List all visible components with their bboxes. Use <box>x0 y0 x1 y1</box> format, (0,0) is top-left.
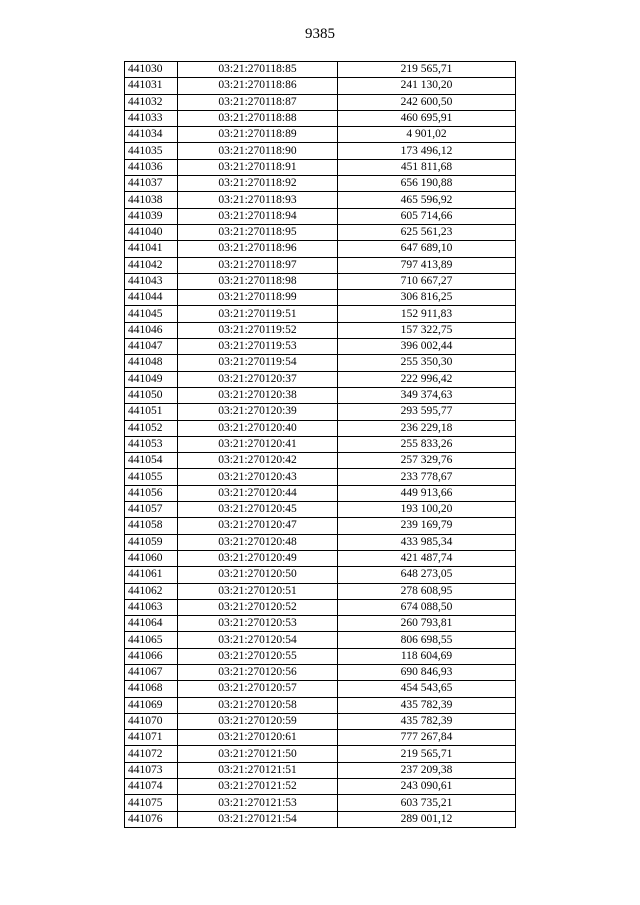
cadastral-number-cell: 03:21:270120:40 <box>178 420 338 436</box>
cadastral-number-cell: 03:21:270120:49 <box>178 550 338 566</box>
table-row <box>125 143 516 159</box>
cadastral-number-cell: 03:21:270118:85 <box>178 62 338 78</box>
cadastral-value-cell: 173 496,12 <box>338 143 516 159</box>
cadastral-value-cell: 647 689,10 <box>338 241 516 257</box>
page-number: 9385 <box>305 26 335 42</box>
row-number-cell: 441033 <box>125 110 178 126</box>
cadastral-value-cell: 605 714,66 <box>338 208 516 224</box>
cadastral-number-cell: 03:21:270118:92 <box>178 176 338 192</box>
cadastral-number-cell: 03:21:270120:56 <box>178 664 338 680</box>
row-number-cell: 441065 <box>125 632 178 648</box>
cadastral-number-cell: 03:21:270120:45 <box>178 502 338 518</box>
cadastral-value-cell: 4 901,02 <box>338 127 516 143</box>
table-row <box>125 697 516 713</box>
row-number-cell: 441047 <box>125 339 178 355</box>
cadastral-value-cell: 690 846,93 <box>338 664 516 680</box>
cadastral-number-cell: 03:21:270118:97 <box>178 257 338 273</box>
row-number-cell: 441044 <box>125 290 178 306</box>
row-number-cell: 441041 <box>125 241 178 257</box>
row-number-cell: 441053 <box>125 436 178 452</box>
table-row <box>125 436 516 452</box>
table-row <box>125 648 516 664</box>
table-row <box>125 241 516 257</box>
row-number-cell: 441071 <box>125 730 178 746</box>
cadastral-value-cell: 239 169,79 <box>338 518 516 534</box>
table-row <box>125 795 516 811</box>
cadastral-number-cell: 03:21:270118:99 <box>178 290 338 306</box>
cadastral-value-cell: 449 913,66 <box>338 485 516 501</box>
cadastral-number-cell: 03:21:270118:89 <box>178 127 338 143</box>
row-number-cell: 441052 <box>125 420 178 436</box>
cadastral-value-cell: 451 811,68 <box>338 159 516 175</box>
table-row <box>125 339 516 355</box>
cadastral-value-cell: 219 565,71 <box>338 746 516 762</box>
table-row <box>125 518 516 534</box>
cadastral-value-cell: 454 543,65 <box>338 681 516 697</box>
cadastral-number-cell: 03:21:270118:87 <box>178 94 338 110</box>
table-row <box>125 387 516 403</box>
table-row <box>125 811 516 827</box>
table-row <box>125 62 516 78</box>
row-number-cell: 441075 <box>125 795 178 811</box>
cadastral-number-cell: 03:21:270120:41 <box>178 436 338 452</box>
cadastral-number-cell: 03:21:270118:96 <box>178 241 338 257</box>
cadastral-number-cell: 03:21:270120:47 <box>178 518 338 534</box>
table-row <box>125 322 516 338</box>
row-number-cell: 441030 <box>125 62 178 78</box>
cadastral-number-cell: 03:21:270120:37 <box>178 371 338 387</box>
row-number-cell: 441063 <box>125 599 178 615</box>
table-row <box>125 176 516 192</box>
cadastral-number-cell: 03:21:270120:51 <box>178 583 338 599</box>
table-row <box>125 616 516 632</box>
cadastral-number-cell: 03:21:270120:50 <box>178 567 338 583</box>
cadastral-number-cell: 03:21:270120:57 <box>178 681 338 697</box>
cadastral-value-cell: 421 487,74 <box>338 550 516 566</box>
table-row <box>125 371 516 387</box>
table-body <box>125 62 516 828</box>
cadastral-number-cell: 03:21:270120:42 <box>178 453 338 469</box>
cadastral-number-cell: 03:21:270121:51 <box>178 762 338 778</box>
cadastral-number-cell: 03:21:270118:88 <box>178 110 338 126</box>
cadastral-number-cell: 03:21:270118:90 <box>178 143 338 159</box>
cadastral-number-cell: 03:21:270118:91 <box>178 159 338 175</box>
cadastral-number-cell: 03:21:270121:53 <box>178 795 338 811</box>
cadastral-value-cell: 806 698,55 <box>338 632 516 648</box>
cadastral-value-cell: 278 608,95 <box>338 583 516 599</box>
cadastral-number-cell: 03:21:270118:98 <box>178 273 338 289</box>
table-row <box>125 746 516 762</box>
cadastral-value-cell: 460 695,91 <box>338 110 516 126</box>
cadastral-value-cell: 396 002,44 <box>338 339 516 355</box>
row-number-cell: 441042 <box>125 257 178 273</box>
cadastral-number-cell: 03:21:270121:54 <box>178 811 338 827</box>
cadastral-number-cell: 03:21:270120:48 <box>178 534 338 550</box>
row-number-cell: 441043 <box>125 273 178 289</box>
row-number-cell: 441038 <box>125 192 178 208</box>
cadastral-number-cell: 03:21:270120:52 <box>178 599 338 615</box>
row-number-cell: 441036 <box>125 159 178 175</box>
row-number-cell: 441058 <box>125 518 178 534</box>
table-row <box>125 306 516 322</box>
table-row <box>125 550 516 566</box>
table-row <box>125 632 516 648</box>
cadastral-value-cell: 152 911,83 <box>338 306 516 322</box>
table-row <box>125 664 516 680</box>
row-number-cell: 441045 <box>125 306 178 322</box>
cadastral-value-cell: 674 088,50 <box>338 599 516 615</box>
row-number-cell: 441034 <box>125 127 178 143</box>
cadastral-number-cell: 03:21:270120:54 <box>178 632 338 648</box>
cadastral-value-cell: 433 985,34 <box>338 534 516 550</box>
row-number-cell: 441073 <box>125 762 178 778</box>
cadastral-value-cell: 435 782,39 <box>338 713 516 729</box>
cadastral-number-cell: 03:21:270120:53 <box>178 616 338 632</box>
cadastral-number-cell: 03:21:270120:59 <box>178 713 338 729</box>
table-row <box>125 273 516 289</box>
cadastral-value-cell: 157 322,75 <box>338 322 516 338</box>
row-number-cell: 441032 <box>125 94 178 110</box>
cadastral-value-cell: 255 833,26 <box>338 436 516 452</box>
table-row <box>125 713 516 729</box>
cadastral-value-cell: 193 100,20 <box>338 502 516 518</box>
cadastral-value-cell: 797 413,89 <box>338 257 516 273</box>
cadastral-value-cell: 349 374,63 <box>338 387 516 403</box>
row-number-cell: 441051 <box>125 404 178 420</box>
table-row <box>125 469 516 485</box>
row-number-cell: 441049 <box>125 371 178 387</box>
row-number-cell: 441066 <box>125 648 178 664</box>
cadastral-number-cell: 03:21:270118:93 <box>178 192 338 208</box>
table-row <box>125 779 516 795</box>
row-number-cell: 441050 <box>125 387 178 403</box>
cadastral-number-cell: 03:21:270120:43 <box>178 469 338 485</box>
cadastral-value-cell: 625 561,23 <box>338 224 516 240</box>
cadastral-value-cell: 603 735,21 <box>338 795 516 811</box>
row-number-cell: 441039 <box>125 208 178 224</box>
cadastral-value-table <box>124 61 516 828</box>
row-number-cell: 441037 <box>125 176 178 192</box>
cadastral-value-cell: 233 778,67 <box>338 469 516 485</box>
cadastral-number-cell: 03:21:270119:52 <box>178 322 338 338</box>
row-number-cell: 441060 <box>125 550 178 566</box>
row-number-cell: 441059 <box>125 534 178 550</box>
cadastral-number-cell: 03:21:270120:44 <box>178 485 338 501</box>
row-number-cell: 441031 <box>125 78 178 94</box>
row-number-cell: 441068 <box>125 681 178 697</box>
cadastral-value-cell: 710 667,27 <box>338 273 516 289</box>
table-row <box>125 599 516 615</box>
cadastral-number-cell: 03:21:270119:54 <box>178 355 338 371</box>
table-row <box>125 355 516 371</box>
cadastral-value-cell: 241 130,20 <box>338 78 516 94</box>
table-row <box>125 290 516 306</box>
cadastral-value-cell: 293 595,77 <box>338 404 516 420</box>
row-number-cell: 441055 <box>125 469 178 485</box>
table-row <box>125 224 516 240</box>
row-number-cell: 441072 <box>125 746 178 762</box>
row-number-cell: 441076 <box>125 811 178 827</box>
table-row <box>125 127 516 143</box>
table-row <box>125 159 516 175</box>
table-row <box>125 404 516 420</box>
row-number-cell: 441048 <box>125 355 178 371</box>
cadastral-number-cell: 03:21:270118:94 <box>178 208 338 224</box>
cadastral-value-cell: 260 793,81 <box>338 616 516 632</box>
table-row <box>125 110 516 126</box>
cadastral-value-cell: 236 229,18 <box>338 420 516 436</box>
cadastral-value-cell: 777 267,84 <box>338 730 516 746</box>
cadastral-value-cell: 465 596,92 <box>338 192 516 208</box>
row-number-cell: 441070 <box>125 713 178 729</box>
table-row <box>125 257 516 273</box>
table-row <box>125 78 516 94</box>
cadastral-number-cell: 03:21:270120:38 <box>178 387 338 403</box>
row-number-cell: 441040 <box>125 224 178 240</box>
cadastral-value-cell: 219 565,71 <box>338 62 516 78</box>
cadastral-value-cell: 255 350,30 <box>338 355 516 371</box>
row-number-cell: 441056 <box>125 485 178 501</box>
table-row <box>125 94 516 110</box>
table-row <box>125 502 516 518</box>
row-number-cell: 441035 <box>125 143 178 159</box>
cadastral-value-cell: 242 600,50 <box>338 94 516 110</box>
row-number-cell: 441067 <box>125 664 178 680</box>
cadastral-number-cell: 03:21:270120:55 <box>178 648 338 664</box>
table-row <box>125 208 516 224</box>
row-number-cell: 441069 <box>125 697 178 713</box>
cadastral-value-cell: 289 001,12 <box>338 811 516 827</box>
table-row <box>125 583 516 599</box>
cadastral-value-cell: 648 273,05 <box>338 567 516 583</box>
cadastral-value-cell: 656 190,88 <box>338 176 516 192</box>
row-number-cell: 441046 <box>125 322 178 338</box>
cadastral-value-cell: 243 090,61 <box>338 779 516 795</box>
table-row <box>125 192 516 208</box>
cadastral-number-cell: 03:21:270119:53 <box>178 339 338 355</box>
cadastral-value-cell: 222 996,42 <box>338 371 516 387</box>
cadastral-value-cell: 306 816,25 <box>338 290 516 306</box>
table-row <box>125 420 516 436</box>
cadastral-number-cell: 03:21:270120:39 <box>178 404 338 420</box>
cadastral-number-cell: 03:21:270118:86 <box>178 78 338 94</box>
table-row <box>125 681 516 697</box>
cadastral-value-cell: 435 782,39 <box>338 697 516 713</box>
table-row <box>125 567 516 583</box>
row-number-cell: 441062 <box>125 583 178 599</box>
cadastral-number-cell: 03:21:270120:61 <box>178 730 338 746</box>
row-number-cell: 441061 <box>125 567 178 583</box>
cadastral-value-cell: 118 604,69 <box>338 648 516 664</box>
cadastral-number-cell: 03:21:270121:50 <box>178 746 338 762</box>
table-row <box>125 762 516 778</box>
row-number-cell: 441054 <box>125 453 178 469</box>
cadastral-number-cell: 03:21:270118:95 <box>178 224 338 240</box>
cadastral-number-cell: 03:21:270120:58 <box>178 697 338 713</box>
row-number-cell: 441064 <box>125 616 178 632</box>
cadastral-value-cell: 237 209,38 <box>338 762 516 778</box>
table-row <box>125 730 516 746</box>
cadastral-number-cell: 03:21:270119:51 <box>178 306 338 322</box>
cadastral-number-cell: 03:21:270121:52 <box>178 779 338 795</box>
table-row <box>125 485 516 501</box>
table-row <box>125 534 516 550</box>
row-number-cell: 441074 <box>125 779 178 795</box>
cadastral-value-cell: 257 329,76 <box>338 453 516 469</box>
row-number-cell: 441057 <box>125 502 178 518</box>
table-row <box>125 453 516 469</box>
